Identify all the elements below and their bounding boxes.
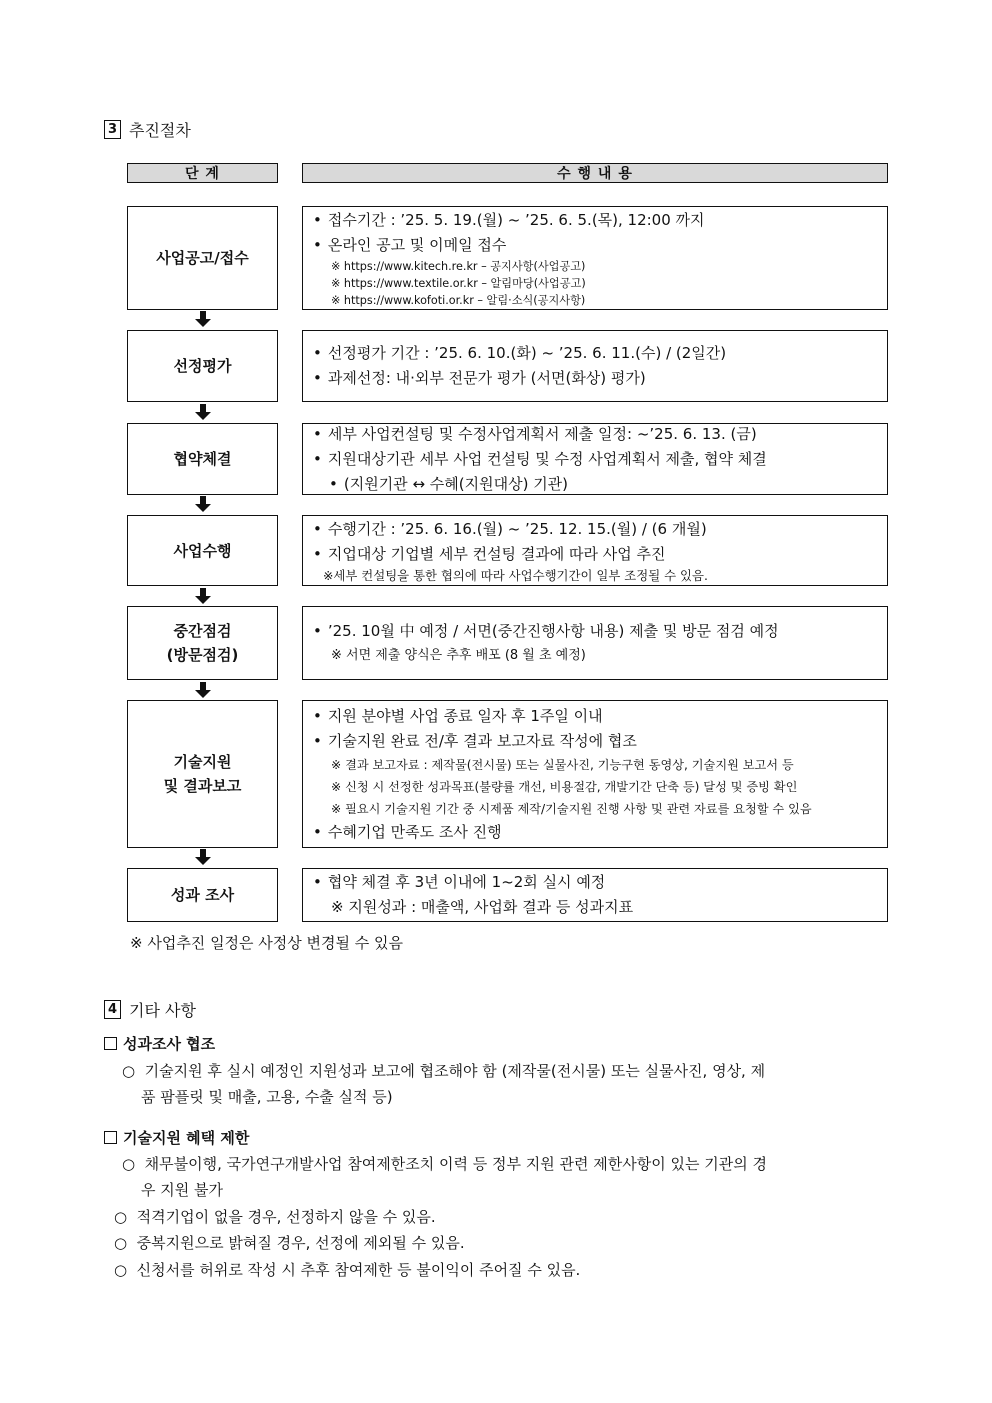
bullet-item: • 수행기간 : ’25. 6. 16.(월) ~ ’25. 12. 15.(월) / (6 개월) bbox=[313, 517, 879, 542]
circle-marker: ○ bbox=[122, 1062, 136, 1080]
list-item bbox=[114, 1204, 436, 1230]
stage-box-tech-support: 기술지원 및 결과보고 bbox=[127, 700, 278, 848]
subsection-support-restriction bbox=[104, 1127, 249, 1148]
item-text-continued: 우 지원 불가 bbox=[141, 1181, 223, 1199]
note-item: ※ https://www.kofoti.or.kr – 알림·소식(공지사항) bbox=[331, 293, 586, 307]
content-box-evaluation bbox=[302, 330, 888, 402]
item-text: 채무불이행, 국가연구개발사업 참여제한조치 이력 등 정부 지원 관련 제한사항이 있는 기관의 경 bbox=[144, 1155, 767, 1173]
content-box-midterm-check bbox=[302, 606, 888, 680]
circle-marker: ○ bbox=[114, 1208, 128, 1226]
item-text: 적격기업이 없을 경우, 선정하지 않을 수 있음. bbox=[136, 1208, 436, 1226]
down-arrow-icon bbox=[195, 496, 211, 513]
content-box-agreement bbox=[302, 423, 888, 495]
stage-box-agreement: 협약체결 bbox=[127, 423, 278, 495]
section-number-box: 4 bbox=[104, 1000, 121, 1019]
checkbox-square-icon bbox=[104, 1037, 117, 1050]
item-text-continued: 품 팜플릿 및 매출, 고용, 수출 실적 등) bbox=[141, 1088, 393, 1106]
continuation-text: (지원기관 ↔ 수혜(지원대상) 기관) bbox=[343, 474, 569, 493]
note-item: ※ 서면 제출 양식은 추후 배포 (8 월 초 예정) bbox=[331, 648, 586, 663]
note-item: ※ 지원성과 : 매출액, 사업화 결과 등 성과지표 bbox=[331, 898, 634, 916]
header-stage: 단 계 bbox=[127, 163, 278, 183]
note-item: ※세부 컨설팅을 통한 협의에 따라 사업수행기간이 일부 조정될 수 있음. bbox=[323, 568, 708, 583]
section-number-box: 3 bbox=[104, 120, 121, 139]
note-item: ※ 필요시 기술지원 기간 중 시제품 제작/기술지원 진행 사항 및 관련 자료를 요청할 수 있음 bbox=[331, 801, 812, 816]
subsection-title: 기술지원 혜택 제한 bbox=[123, 1129, 250, 1147]
item-text: 중복지원으로 밝혀질 경우, 선정에 제외될 수 있음. bbox=[136, 1234, 465, 1252]
section-title-text: 추진절차 bbox=[129, 121, 191, 140]
list-item bbox=[122, 1058, 902, 1110]
bullet-item: • 협약 체결 후 3년 이내에 1~2회 실시 예정 bbox=[313, 870, 879, 895]
note-item: ※ https://www.textile.or.kr – 알림마당(사업공고) bbox=[331, 276, 586, 290]
content-box-announcement bbox=[302, 206, 888, 310]
bullet-item: • 세부 사업컨설팅 및 수정사업계획서 제출 일정: ~’25. 6. 13. (금) bbox=[313, 422, 879, 447]
bullet-item: • 과제선정: 내·외부 전문가 평가 (서면(화상) 평가) bbox=[313, 366, 879, 391]
stage-box-performance-survey: 성과 조사 bbox=[127, 868, 278, 922]
note-item: ※ https://www.kitech.re.kr – 공지사항(사업공고) bbox=[331, 259, 586, 273]
item-text: 신청서를 허위로 작성 시 추후 참여제한 등 불이익이 주어질 수 있음. bbox=[136, 1261, 581, 1279]
section-4-title bbox=[104, 998, 196, 1021]
bullet-item: • 선정평가 기간 : ’25. 6. 10.(화) ~ ’25. 6. 11.(수) / (2일간) bbox=[313, 341, 879, 366]
stage-box-announcement: 사업공고/접수 bbox=[127, 206, 278, 310]
stage-box-execution: 사업수행 bbox=[127, 515, 278, 586]
circle-marker: ○ bbox=[114, 1261, 128, 1279]
item-text: 기술지원 후 실시 예정인 지원성과 보고에 협조해야 함 (제작물(전시물) 또는 실물사진, 영상, 제 bbox=[144, 1062, 766, 1080]
bullet-item: • 지업대상 기업별 세부 컨설팅 결과에 따라 사업 추진 bbox=[313, 542, 879, 567]
content-box-tech-support bbox=[302, 700, 888, 848]
bullet-item: • 지원대상기관 세부 사업 컨설팅 및 수정 사업계획서 제출, 협약 체결 bbox=[313, 447, 879, 472]
stage-box-midterm-check: 중간점검 (방문점검) bbox=[127, 606, 278, 680]
section-3-title bbox=[104, 118, 191, 141]
down-arrow-icon bbox=[195, 849, 211, 866]
down-arrow-icon bbox=[195, 311, 211, 328]
header-content: 수 행 내 용 bbox=[302, 163, 888, 183]
circle-marker: ○ bbox=[122, 1155, 136, 1173]
down-arrow-icon bbox=[195, 588, 211, 605]
subsection-title: 성과조사 협조 bbox=[123, 1035, 216, 1053]
bullet-item: • 기술지원 완료 전/후 결과 보고자료 작성에 협조 bbox=[313, 729, 879, 754]
circle-marker: ○ bbox=[114, 1234, 128, 1252]
note-item: ※ 신청 시 선정한 성과목표(불량률 개선, 비용절감, 개발기간 단축 등) 달성 및 증빙 확인 bbox=[331, 779, 798, 794]
bullet-item: • 지원 분야별 사업 종료 일자 후 1주일 이내 bbox=[313, 704, 879, 729]
subsection-performance-cooperation bbox=[104, 1033, 215, 1054]
list-item bbox=[114, 1257, 580, 1283]
content-box-performance-survey bbox=[302, 868, 888, 922]
stage-box-evaluation: 선정평가 bbox=[127, 330, 278, 402]
schedule-footnote: ※ 사업추진 일정은 사정상 변경될 수 있음 bbox=[130, 934, 404, 952]
bullet-item: • 접수기간 : ’25. 5. 19.(월) ~ ’25. 6. 5.(목), 12:00 까지 bbox=[313, 208, 879, 233]
checkbox-square-icon bbox=[104, 1131, 117, 1144]
content-box-execution bbox=[302, 515, 888, 586]
list-item bbox=[114, 1230, 465, 1256]
down-arrow-icon bbox=[195, 404, 211, 421]
bullet-item: • ’25. 10월 中 예정 / 서면(중간진행사항 내용) 제출 및 방문 점검 예정 bbox=[313, 619, 879, 644]
note-item: ※ 결과 보고자료 : 제작물(전시물) 또는 실물사진, 기능구현 동영상, 기술지원 보고서 등 bbox=[331, 757, 794, 772]
down-arrow-icon bbox=[195, 682, 211, 699]
bullet-item: • 수혜기업 만족도 조사 진행 bbox=[313, 820, 879, 845]
section-title-text: 기타 사항 bbox=[129, 1001, 196, 1020]
bullet-item: • 온라인 공고 및 이메일 접수 bbox=[313, 233, 879, 258]
list-item bbox=[122, 1151, 902, 1203]
bullet-continuation bbox=[313, 472, 879, 497]
